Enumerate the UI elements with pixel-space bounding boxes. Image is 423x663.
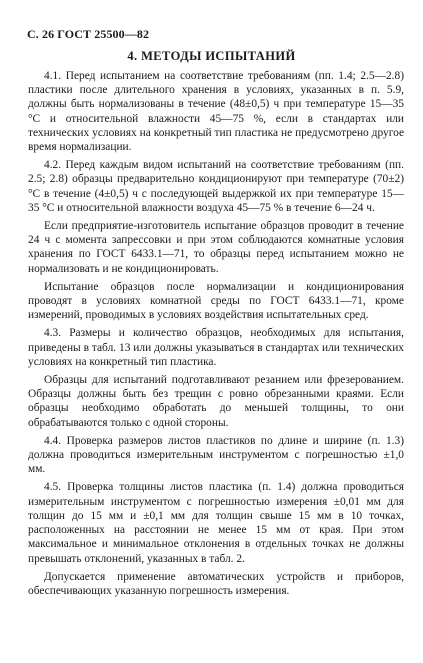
paragraph: Образцы для испытаний подготавливают резанием или фрезерованием. Образцы должны быть без трещин с ровно обрезанными краями. Если образцы необходимо обработать до меньшей толщины, то они обрабатываются только с одной стороны. — [28, 374, 404, 429]
paragraph: Если предприятие-изготовитель испытание образцов проводит в течение 24 ч с момента запрессовки и при этом соблюдаются комнатные условия хранения по ГОСТ 6433.1—71, то образцы перед испытанием можно не нормализовать и не кондиционировать. — [28, 220, 404, 275]
paragraph: Испытание образцов после нормализации и кондиционирования проводят в условиях комнатной среды по ГОСТ 6433.1—71, кроме измерений, проводимых в условиях воздействия испытательных сред. — [28, 280, 404, 322]
paragraph: Допускается применение автоматических устройств и приборов, обеспечивающих указанную погрешность измерения. — [28, 570, 404, 597]
page-header: С. 26 ГОСТ 25500—82 — [27, 27, 150, 41]
paragraph: 4.4. Проверка размеров листов пластиков по длине и ширине (п. 1.3) должна проводиться измерительным инструментом с погрешностью ±1,0 мм. — [28, 434, 404, 476]
paragraph: 4.3. Размеры и количество образцов, необходимых для испытания, приведены в табл. 13 или должны указываться в стандартах или технических условиях на конкретный тип пластика. — [28, 327, 404, 368]
paragraph: 4.1. Перед испытанием на соответствие требованиям (пп. 1.4; 2.5—2.8) пластики после длительного хранения в условиях, указанных в п. 5.9, должны быть нормализованы в течение (48±0,5) ч при температуре 15—35 °С и относительной влажности 45—75 %, если в стандартах или технических условиях на конкретный тип пластика не предусмотрено другое время нормализации. — [28, 70, 404, 154]
paragraph: 4.2. Перед каждым видом испытаний на соответствие требованиям (пп. 2.5; 2.8) образцы предварительно кондиционируют при температуре (70±2) °С в течение (4±0,5) ч с последующей выдержкой их при температуре 15—35 °С и относительной влажности воздуха 45—75 % в течение 6—24 ч. — [28, 159, 404, 214]
section-body — [28, 69, 404, 602]
section-title: 4. МЕТОДЫ ИСПЫТАНИЙ — [127, 49, 296, 63]
paragraph: 4.5. Проверка толщины листов пластика (п. 1.4) должна проводиться измерительным инструментом с погрешностью измерения ±0,01 мм для толщин до 15 мм и ±0,1 мм для толщин свыше 15 мм в 10 точках, расположенных на расстоянии не менее 15 мм от края. При этом максимальное и минимальное отклонения в отдельных точках не должны превышать отклонений, указанных в табл. 2. — [28, 481, 404, 565]
